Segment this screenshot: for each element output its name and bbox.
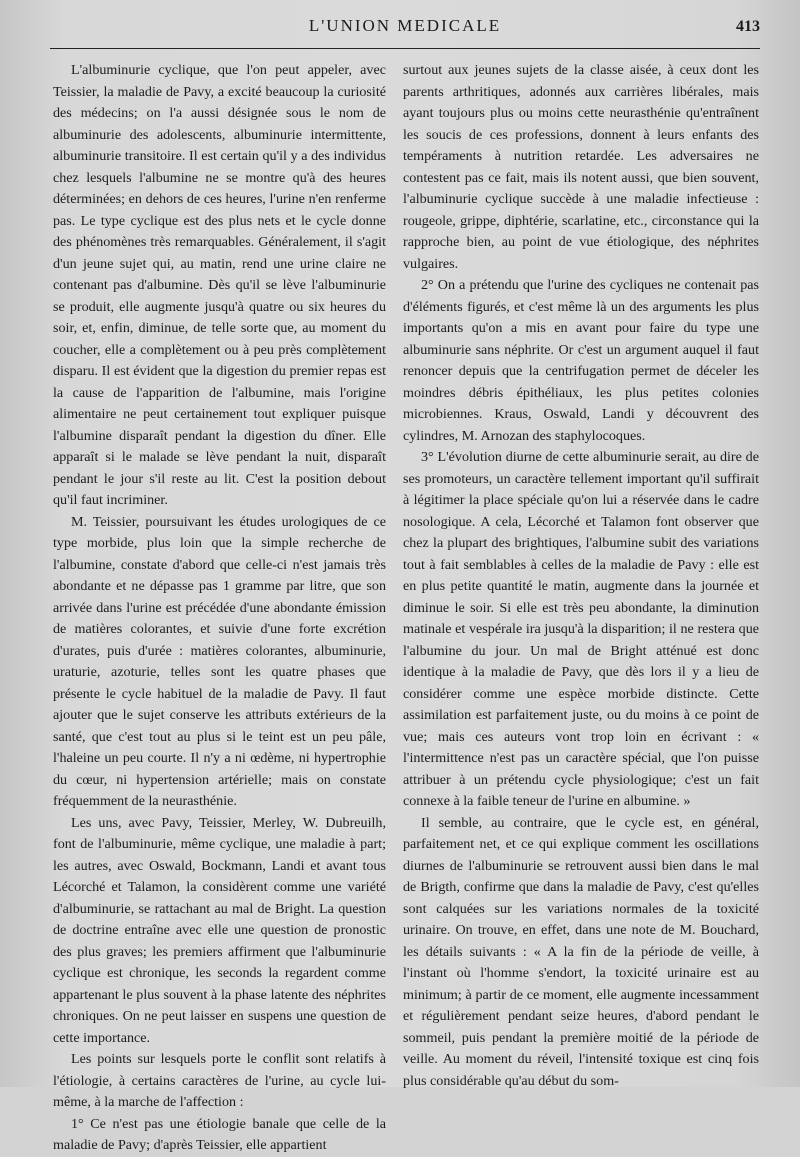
left-column xyxy=(53,60,386,1157)
paragraph: M. Teissier, poursuivant les études urologiques de ce type morbide, plus loin que la simple recherche de l'albumine, constate d'abord que celle-ci n'est jamais très abondante et ne dépasse pas 1 gramme par litre, que son arrivée dans l'urine est précédée d'une abondante émission de matières colorantes, et suivie d'une forte excrétion d'urates, puis d'urée : matières colorantes, albuminurie, uraturie, azoturie, telles sont les quatre phases que présente le cycle habituel de la maladie de Pavy. Il faut ajouter que le sujet conserve les attributs extérieurs de la santé, que c'est tout au plus si le teint est un peu pâle, l'haleine un peu courte. Il n'y a ni œdème, ni hypertrophie du cœur, ni hypertension artérielle; mais on constate fréquemment de la neurasthénie. xyxy=(53,513,386,809)
paragraph: L'albuminurie cyclique, que l'on peut appeler, avec Teissier, la maladie de Pavy, a excité beaucoup la curiosité des médecins; on l'a aussi désignée sous le nom de albuminurie des adolescents, albuminurie intermittente, albuminurie transitoire. Il est certain qu'il y a des individus chez lesquels l'albumine ne se montre qu'à des heures déterminées; en dehors de ces heures, l'urine n'en renferme pas. Le type cyclique est des plus nets et le cycle donne des phénomènes très remarquables. Généralement, il s'agit d'un jeune sujet qui, au matin, rend une urine claire ne contenant pas d'albumine. Dès qu'il se lève l'albuminurie se produit, elle augmente jusqu'à quatre ou six heures du soir, et, enfin, diminue, de telle sorte que, au moment du coucher, elle a complètement ou à peu près complètement disparu. Il est évident que la digestion du premier repas est la cause de l'apparition de l'albumine, mais l'origine alimentaire ne peut certainement tout expliquer puisque l'albumine disparaît pendant la digestion du dîner. Elle apparaît si le malade se lève pendant la nuit, disparaît pendant le jour s'il reste au lit. C'est la position debout qu'il faut incriminer. xyxy=(53,62,386,508)
paragraph: 1° Ce n'est pas une étiologie banale que celle de la maladie de Pavy; d'après Teissier, elle appartient xyxy=(53,1115,386,1153)
header-rule xyxy=(50,48,760,49)
paragraph: Les points sur lesquels porte le conflit sont relatifs à l'étiologie, à certains caractères de l'urine, au cycle lui-même, à la marche de l'affection : xyxy=(53,1051,386,1110)
running-title: L'UNION MEDICALE xyxy=(308,16,502,35)
paragraph: 2° On a prétendu que l'urine des cycliques ne contenait pas d'éléments figurés, et c'est même là un des arguments les plus importants qu'on a mis en avant pour faire du type une albuminurie sans néphrite. Or c'est un argument auquel il faut renoncer depuis que la centrifugation permet de déceler les moindres débris épithéliaux, les plus petites colonies microbiennes. Kraus, Oswald, Landi y découvrent des cylindres, M. Arnozan des staphylocoques. xyxy=(403,277,759,444)
right-column xyxy=(403,60,759,1092)
page-header xyxy=(50,12,760,48)
page-number: 413 xyxy=(736,18,760,35)
paragraph: Il semble, au contraire, que le cycle est, en général, parfaitement net, et ce qui explique comment les oscillations diurnes de l'albuminurie se retrouvent aussi bien dans le mal de Brigth, confirme que dans la maladie de Pavy, c'est qu'elles sont calquées sur les variations normales de la toxicité urinaire. On trouve, en effet, dans une note de M. Bouchard, les détails suivants : « A la fin de la période de veille, à l'instant où l'homme s'endort, la toxicité urinaire est au minimum; à partir de ce moment, elle augmente incessamment et régulièrement pendant seize heures, d'abord pendant le sommeil, puis pendant la première moitié de la période de veille. Au moment du réveil, l'intensité toxique est cinq fois plus considérable qu'au début du som- xyxy=(403,814,759,1089)
paragraph: 3° L'évolution diurne de cette albuminurie serait, au dire de ses promoteurs, un caractère tellement important qu'il suffirait à légitimer la place spéciale qu'on lui a réservée dans le cadre nosologique. A cela, Lécorché et Talamon font observer que chez la plupart des brightiques, l'albumine subit des variations tout à fait semblables à celles de la maladie de Pavy : elle est en plus petite quantité le matin, augmente dans la journée et diminue le soir. Si elle est très peu abondante, la diminution matinale et vespérale ira jusqu'à la disparition; il ne restera que l'albumine du jour. Un mal de Bright atténué est donc identique à la maladie de Pavy, que dès lors il y a lieu de considérer comme une espèce morbide distincte. Cette assimilation est parfaitement juste, ou du moins à ce point de vue; mais ces auteurs vont trop loin en écrivant : « l'intermittence n'est pas un caractère spécial, que l'on puisse attribuer à un prétendu cycle physiologique; c'est un fait connexe à la faible teneur de l'urine en albumine. » xyxy=(403,449,759,809)
paragraph: Les uns, avec Pavy, Teissier, Merley, W. Dubreuilh, font de l'albuminurie, même cyclique, une maladie à part; les autres, avec Oswald, Bockmann, Landi et avant tous Lécorché et Talamon, la considèrent comme une variété d'albuminurie, se rattachant au mal de Bright. La question de doctrine entraîne avec elle une question de pronostic des plus graves; les premiers affirment que l'albuminurie cyclique est chronique, les seconds la regardent comme appartenant le plus souvent à la phase latente des néphrites chroniques. On ne peut laisser en suspens une question de cette importance. xyxy=(53,814,386,1046)
paragraph: surtout aux jeunes sujets de la classe aisée, à ceux dont les parents arthritiques, adonnés aux carrières libérales, mais ayant toujours plus ou moins cette neurasthénie qu'entraînent les soucis de ces professions, donnent à leurs enfants des tempéraments à nutrition retardée. Les adversaires ne contestent pas ce fait, mais ils notent aussi, que bien souvent, l'albuminurie cyclique succède à une maladie infectieuse : rougeole, grippe, diphtérie, scarlatine, etc., circonstance qui la rapproche bien, au point de vue étiologique, des néphrites vulgaires. xyxy=(403,62,759,272)
